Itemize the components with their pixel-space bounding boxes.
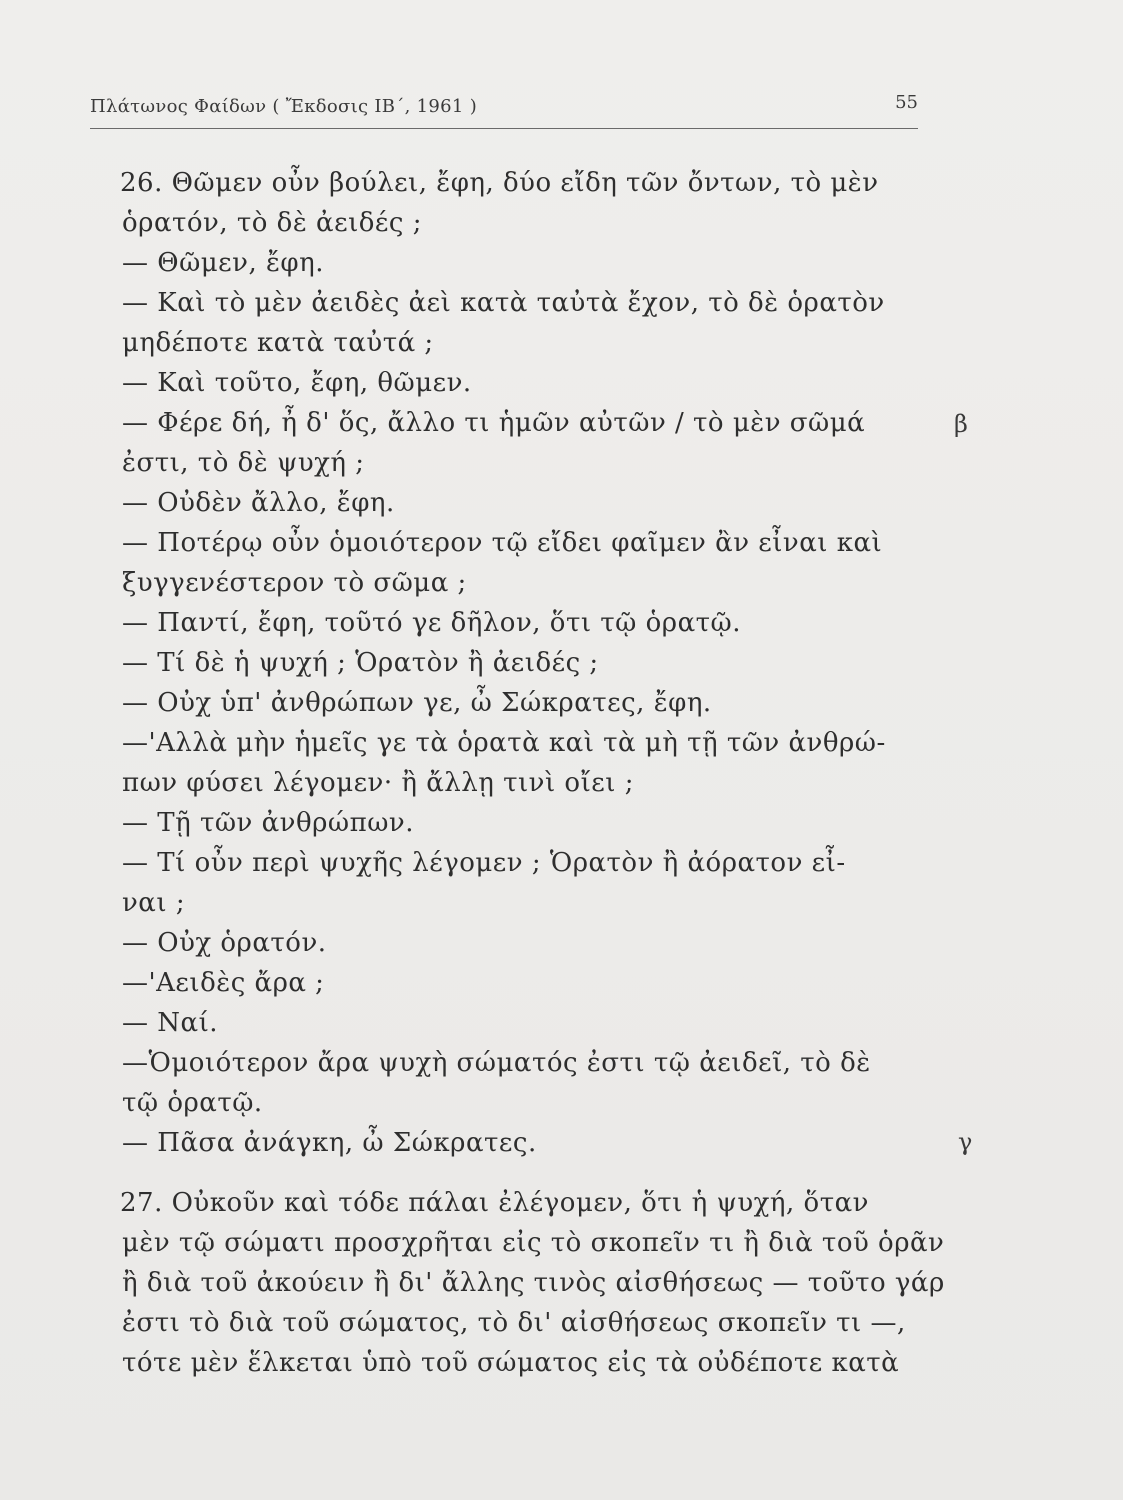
text-line: 26. Θῶμεν οὖν βούλει, ἔφη, δύο εἴδη τῶν ὄντων, τὸ μὲν xyxy=(120,168,879,198)
text-line: πων φύσει λέγομεν· ἢ ἄλλῃ τινὶ οἴει ; xyxy=(122,768,634,798)
page-number: 55 xyxy=(895,92,918,113)
text-line: ἐστι τὸ διὰ τοῦ σώματος, τὸ δι' αἰσθήσεως σκοπεῖν τι —, xyxy=(122,1308,906,1338)
text-line: —Ὁμοιότερον ἄρα ψυχὴ σώματός ἐστι τῷ ἀειδεῖ, τὸ δὲ xyxy=(122,1048,871,1078)
text-line: — Οὐδὲν ἄλλο, ἔφη. xyxy=(122,488,395,518)
text-line: — Οὐχ ὁρατόν. xyxy=(122,928,327,958)
text-line: ἐστι, τὸ δὲ ψυχή ; xyxy=(122,448,365,478)
margin-mark-beta: β xyxy=(954,410,968,438)
text-line: ἢ διὰ τοῦ ἀκούειν ἢ δι' ἄλλης τινὸς αἰσθήσεως — τοῦτο γάρ xyxy=(122,1268,945,1298)
text-line: — Καὶ τοῦτο, ἔφη, θῶμεν. xyxy=(122,368,472,398)
text-line: ὁρατόν, τὸ δὲ ἀειδές ; xyxy=(122,208,422,238)
text-line: 27. Οὐκοῦν καὶ τόδε πάλαι ἐλέγομεν, ὅτι ἡ ψυχή, ὅταν xyxy=(120,1188,869,1218)
text-line: — Τῇ τῶν ἀνθρώπων. xyxy=(122,808,414,838)
header-rule xyxy=(90,128,918,129)
text-line: ναι ; xyxy=(122,888,186,918)
text-line: — Θῶμεν, ἔφη. xyxy=(122,248,324,278)
running-header xyxy=(90,92,918,126)
text-line: — Καὶ τὸ μὲν ἀειδὲς ἀεὶ κατὰ ταὐτὰ ἔχον, τὸ δὲ ὁρατὸν xyxy=(122,288,885,318)
text-line: — Τί οὖν περὶ ψυχῆς λέγομεν ; Ὁρατὸν ἢ ἀόρατον εἶ- xyxy=(122,848,846,878)
text-line: — Οὐχ ὑπ' ἀνθρώπων γε, ὦ Σώκρατες, ἔφη. xyxy=(122,688,712,718)
text-line: — Παντί, ἔφη, τοῦτό γε δῆλον, ὅτι τῷ ὁρατῷ. xyxy=(122,608,741,638)
text-line: —'Αλλὰ μὴν ἡμεῖς γε τὰ ὁρατὰ καὶ τὰ μὴ τῇ τῶν ἀνθρώ- xyxy=(122,728,886,758)
text-line: ξυγγενέστερον τὸ σῶμα ; xyxy=(122,568,467,598)
text-line: —'Αειδὲς ἄρα ; xyxy=(122,968,325,998)
text-line: — Φέρε δή, ἦ δ' ὅς, ἄλλο τι ἡμῶν αὐτῶν / τὸ μὲν σῶμά xyxy=(122,408,866,438)
text-line: μὲν τῷ σώματι προσχρῆται εἰς τὸ σκοπεῖν τι ἢ διὰ τοῦ ὁρᾶν xyxy=(122,1228,945,1258)
text-line: — Πᾶσα ἀνάγκη, ὦ Σώκρατες. xyxy=(122,1128,537,1158)
text-line: μηδέποτε κατὰ ταὐτά ; xyxy=(122,328,434,358)
text-line: τότε μὲν ἕλκεται ὑπὸ τοῦ σώματος εἰς τὰ οὐδέποτε κατὰ xyxy=(122,1348,900,1378)
text-line: τῷ ὁρατῷ. xyxy=(122,1088,263,1118)
text-line: — Ποτέρῳ οὖν ὁμοιότερον τῷ εἴδει φαῖμεν ἂν εἶναι καὶ xyxy=(122,528,883,558)
margin-mark-gamma: γ xyxy=(958,1128,973,1156)
text-line: — Τί δὲ ἡ ψυχή ; Ὁρατὸν ἢ ἀειδές ; xyxy=(122,648,599,678)
header-title: Πλάτωνος Φαίδων ( Ἔκδοσις ΙΒ΄, 1961 ) xyxy=(90,96,478,117)
text-line: — Ναί. xyxy=(122,1008,219,1038)
